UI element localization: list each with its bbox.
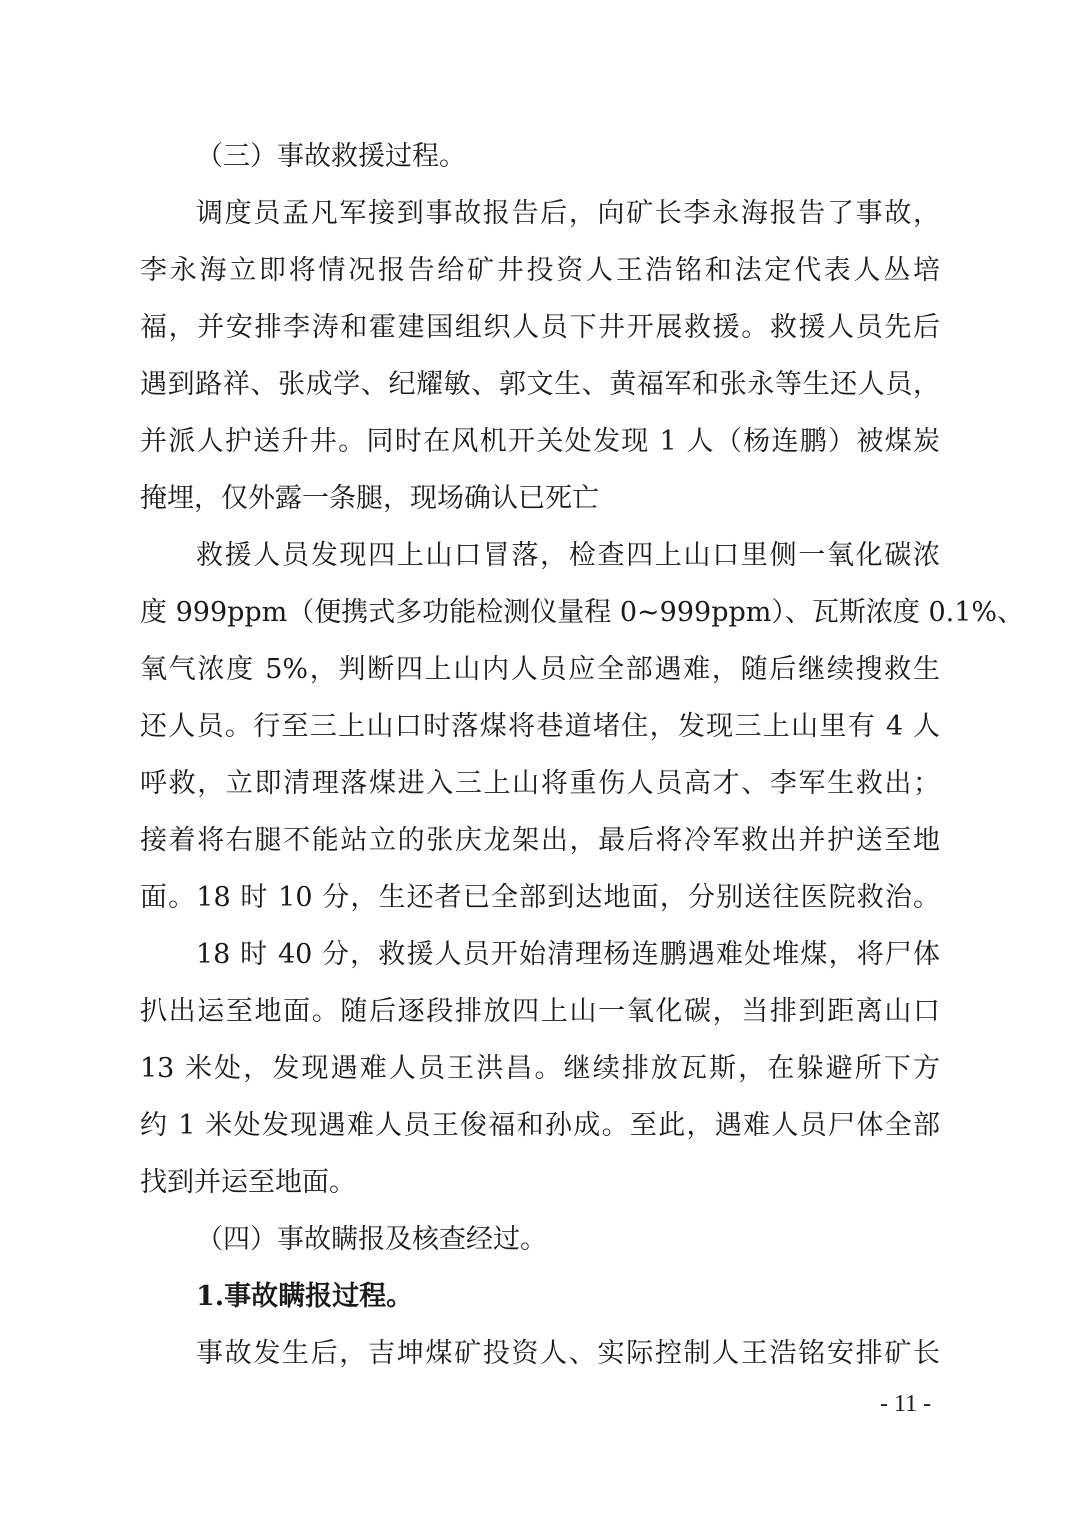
paragraph-line: 并派人护送升井。同时在风机开关处发现 1 人（杨连鹏）被煤炭 <box>140 426 940 457</box>
paragraph-line: 18 时 40 分，救援人员开始清理杨连鹏遇难处堆煤，将尸体 <box>196 939 940 970</box>
document-page <box>140 128 1025 1382</box>
paragraph-line: 13 米处，发现遇难人员王洪昌。继续排放瓦斯，在躲避所下方 <box>140 1053 940 1084</box>
paragraph-line: 接着将右腿不能站立的张庆龙架出，最后将冷军救出并护送至地 <box>140 825 940 856</box>
page-number: - 11 - <box>880 1391 932 1417</box>
paragraph-line: 遇到路祥、张成学、纪耀敏、郭文生、黄福军和张永等生还人员， <box>140 369 940 400</box>
paragraph-line: 氧气浓度 5%，判断四上山内人员应全部遇难，随后继续搜救生 <box>140 654 940 685</box>
section-heading-rescue: （三）事故救援过程。 <box>196 141 466 172</box>
paragraph-line: 还人员。行至三上山口时落煤将巷道堵住，发现三上山里有 4 人 <box>140 711 940 742</box>
subsection-heading: 1.事故瞒报过程。 <box>196 1281 414 1312</box>
paragraph-line: 调度员孟凡军接到事故报告后，向矿长李永海报告了事故， <box>196 198 940 229</box>
paragraph-line: 度 999ppm（便携式多功能检测仪量程 0~999ppm）、瓦斯浓度 0.1%、 <box>140 597 1025 628</box>
paragraph-line: 找到并运至地面。 <box>140 1167 356 1198</box>
paragraph-line: 呼救，立即清理落煤进入三上山将重伤人员高才、李军生救出； <box>140 768 940 799</box>
paragraph-line: 事故发生后，吉坤煤矿投资人、实际控制人王浩铭安排矿长 <box>196 1338 940 1369</box>
paragraph-line: 约 1 米处发现遇难人员王俊福和孙成。至此，遇难人员尸体全部 <box>140 1110 940 1141</box>
paragraph-line: 救援人员发现四上山口冒落，检查四上山口里侧一氧化碳浓 <box>196 540 940 571</box>
paragraph-line: 掩埋，仅外露一条腿，现场确认已死亡 <box>140 483 599 514</box>
paragraph-line: 面。18 时 10 分，生还者已全部到达地面，分别送往医院救治。 <box>140 882 940 913</box>
paragraph-line: 李永海立即将情况报告给矿井投资人王浩铭和法定代表人丛培 <box>140 255 940 286</box>
paragraph-line: 福，并安排李涛和霍建国组织人员下井开展救援。救援人员先后 <box>140 312 940 343</box>
paragraph-line: 扒出运至地面。随后逐段排放四上山一氧化碳，当排到距离山口 <box>140 996 940 1027</box>
section-heading-concealment: （四）事故瞒报及核查经过。 <box>196 1224 547 1255</box>
